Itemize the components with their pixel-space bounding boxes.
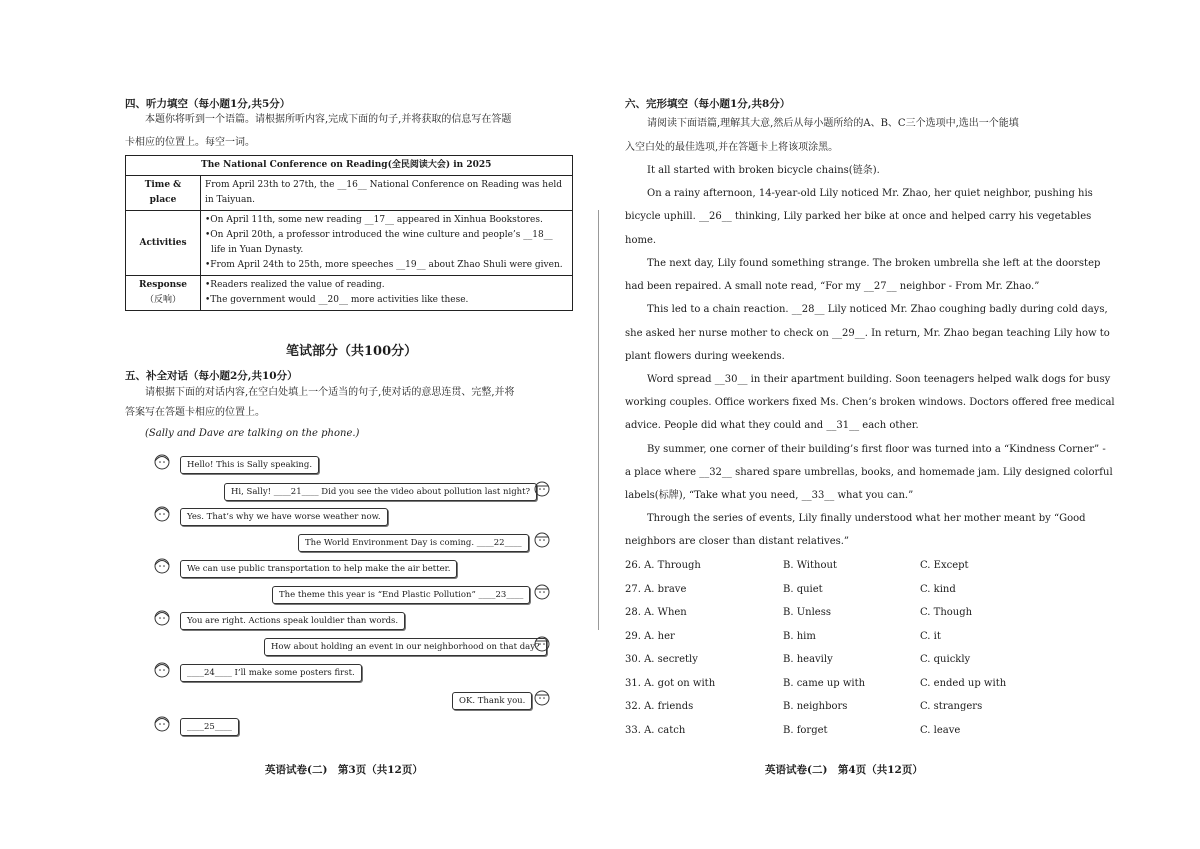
option-c: C. Though xyxy=(920,607,973,618)
table-cell-line: •On April 20th, a professor introduced the wine culture and people’s __18__ xyxy=(205,230,553,240)
section6-intro-line1: 请阅读下面语篇,理解其大意,然后从每小题所给的A、B、C三个选项中,选出一个能填 xyxy=(647,118,1019,129)
sally-avatar-icon xyxy=(152,452,172,472)
sally-avatar-icon xyxy=(152,660,172,680)
passage-line: On a rainy afternoon, 14-year-old Lily noticed Mr. Zhao, her quiet neighbor, pushing his xyxy=(647,188,1093,199)
table-row xyxy=(126,276,573,311)
passage-line: Word spread __30__ in their apartment building. Soon teenagers helped walk dogs for busy xyxy=(647,374,1111,385)
dialogue-bubble-sally: You are right. Actions speak louldier than words. xyxy=(180,612,405,630)
sally-avatar-icon xyxy=(152,714,172,734)
section4-intro-line1: 本题你将听到一个语篇。请根据所听内容,完成下面的句子,并将获取的信息写在答题 xyxy=(145,114,512,125)
page-divider xyxy=(598,210,599,630)
dialogue-bubble-dave: OK. Thank you. xyxy=(452,692,532,710)
passage-line: neighbors are closer than distant relatives.” xyxy=(625,536,850,547)
dialogue-bubble-dave: Hi, Sally! ____21____ Did you see the video about pollution last night? xyxy=(224,483,537,501)
dialogue-bubble-sally: Yes. That’s why we have worse weather now. xyxy=(180,508,388,526)
option-a: 29. A. her xyxy=(625,631,675,642)
dialogue-bubble-dave: The World Environment Day is coming. ____22____ xyxy=(298,534,529,552)
option-a: 31. A. got on with xyxy=(625,678,716,689)
option-a: 28. A. When xyxy=(625,607,687,618)
table-cell-line: •From April 24th to 25th, more speeches __19__ about Zhao Shuli were given. xyxy=(205,260,563,270)
dialogue-bubble-sally: We can use public transportation to help make the air better. xyxy=(180,560,457,578)
passage-line: home. xyxy=(625,235,657,246)
passage-line: Through the series of events, Lily finally understood what her mother meant by “Good xyxy=(647,513,1086,524)
dave-avatar-icon xyxy=(532,634,552,654)
sally-avatar-icon xyxy=(152,608,172,628)
passage-line: By summer, one corner of their building’s first floor was turned into a “Kindness Corner” - xyxy=(647,444,1106,455)
table-row xyxy=(126,176,573,211)
dave-avatar-icon xyxy=(532,582,552,602)
option-b: B. Without xyxy=(783,560,837,571)
table-cell-line: •Readers realized the value of reading. xyxy=(205,280,385,290)
row-header-activities: Activities xyxy=(126,211,201,276)
section6-heading: 六、完形填空（每小题1分,共8分） xyxy=(625,98,791,110)
option-b: B. came up with xyxy=(783,678,866,689)
table-cell-line: •The government would __20__ more activities like these. xyxy=(205,295,469,305)
option-b: B. heavily xyxy=(783,654,833,665)
section5-intro-line2: 答案写在答题卡相应的位置上。 xyxy=(125,407,265,418)
option-c: C. it xyxy=(920,631,941,642)
passage-line: bicycle uphill. __26__ thinking, Lily parked her bike at once and helped carry his vegetables xyxy=(625,211,1092,222)
dave-avatar-icon xyxy=(532,530,552,550)
option-c: C. quickly xyxy=(920,654,971,665)
table-cell-line: •On April 11th, some new reading __17__ appeared in Xinhua Bookstores. xyxy=(205,215,543,225)
right-page xyxy=(600,0,1200,849)
option-a: 33. A. catch xyxy=(625,725,686,736)
passage-line: a place where __32__ shared spare umbrellas, books, and homemade jam. Lily designed colorful xyxy=(625,467,1113,478)
option-c: C. ended up with xyxy=(920,678,1007,689)
sally-avatar-icon xyxy=(152,556,172,576)
page-footer-right: 英语试卷(二) 第4页（共12页） xyxy=(765,764,923,776)
passage-line: This led to a chain reaction. __28__ Lily noticed Mr. Zhao coughing badly during cold days, xyxy=(647,304,1108,315)
option-c: C. leave xyxy=(920,725,961,736)
passage-line: labels(标牌), “Take what you need, __33__ what you can.” xyxy=(625,490,914,501)
section5-heading: 五、补全对话（每小题2分,共10分） xyxy=(125,370,298,382)
row-header-time-place: Time & place xyxy=(126,176,201,211)
table-cell-line: in Taiyuan. xyxy=(205,195,255,205)
option-b: B. forget xyxy=(783,725,828,736)
table-title: The National Conference on Reading(全民阅读大会) in 2025 xyxy=(126,156,573,176)
section4-heading: 四、听力填空（每小题1分,共5分） xyxy=(125,98,291,110)
section6-intro-line2: 入空白处的最佳选项,并在答题卡上将该项涂黑。 xyxy=(625,142,839,153)
dialogue-bubble-sally: ____24____ I’ll make some posters first. xyxy=(180,664,362,682)
option-a: 26. A. Through xyxy=(625,560,701,571)
option-b: B. Unless xyxy=(783,607,831,618)
dialogue-bubble-dave: How about holding an event in our neighborhood on that day? xyxy=(264,638,547,656)
passage-line: The next day, Lily found something strange. The broken umbrella she left at the doorstep xyxy=(647,258,1101,269)
sally-avatar-icon xyxy=(152,504,172,524)
option-b: B. him xyxy=(783,631,816,642)
option-c: C. kind xyxy=(920,584,956,595)
conference-info-table xyxy=(125,155,573,311)
dialogue-bubble-sally: Hello! This is Sally speaking. xyxy=(180,456,319,474)
table-row xyxy=(126,211,573,276)
option-a: 32. A. friends xyxy=(625,701,694,712)
dave-avatar-icon xyxy=(532,688,552,708)
passage-line: plant flowers during weekends. xyxy=(625,351,785,362)
table-cell-line: life in Yuan Dynasty. xyxy=(211,245,304,255)
written-part-title: 笔试部分（共100分） xyxy=(286,344,418,359)
passage-line: she asked her nurse mother to check on __29__. In return, Mr. Zhao began teaching Lily how to xyxy=(625,328,1110,339)
dave-avatar-icon xyxy=(532,479,552,499)
option-b: B. neighbors xyxy=(783,701,848,712)
dialogue-bubble-dave: The theme this year is “End Plastic Pollution” ____23____ xyxy=(272,586,530,604)
option-c: C. strangers xyxy=(920,701,983,712)
dialogue-bubble-sally: ____25____ xyxy=(180,718,239,736)
passage-line: It all started with broken bicycle chains(链条). xyxy=(647,165,880,176)
option-b: B. quiet xyxy=(783,584,823,595)
section4-intro-line2: 卡相应的位置上。每空一词。 xyxy=(125,137,255,148)
passage-line: working couples. Office workers fixed Ms. Chen’s broken windows. Doctors offered free medical xyxy=(625,397,1115,408)
option-a: 30. A. secretly xyxy=(625,654,698,665)
page-footer-left: 英语试卷(二) 第3页（共12页） xyxy=(265,764,423,776)
row-header-response: Response xyxy=(139,280,187,290)
row-header-response-cn: （反响） xyxy=(144,295,181,305)
section5-intro-line1: 请根据下面的对话内容,在空白处填上一个适当的句子,使对话的意思连贯、完整,并将 xyxy=(145,387,515,398)
dialogue-scene: (Sally and Dave are talking on the phone.) xyxy=(145,428,360,439)
table-cell-line: From April 23th to 27th, the __16__ National Conference on Reading was held xyxy=(205,180,563,190)
passage-line: advice. People did what they could and __31__ each other. xyxy=(625,420,919,431)
passage-line: had been repaired. A small note read, “For my __27__ neighbor - From Mr. Zhao.” xyxy=(625,281,1040,292)
option-c: C. Except xyxy=(920,560,969,571)
option-a: 27. A. brave xyxy=(625,584,687,595)
